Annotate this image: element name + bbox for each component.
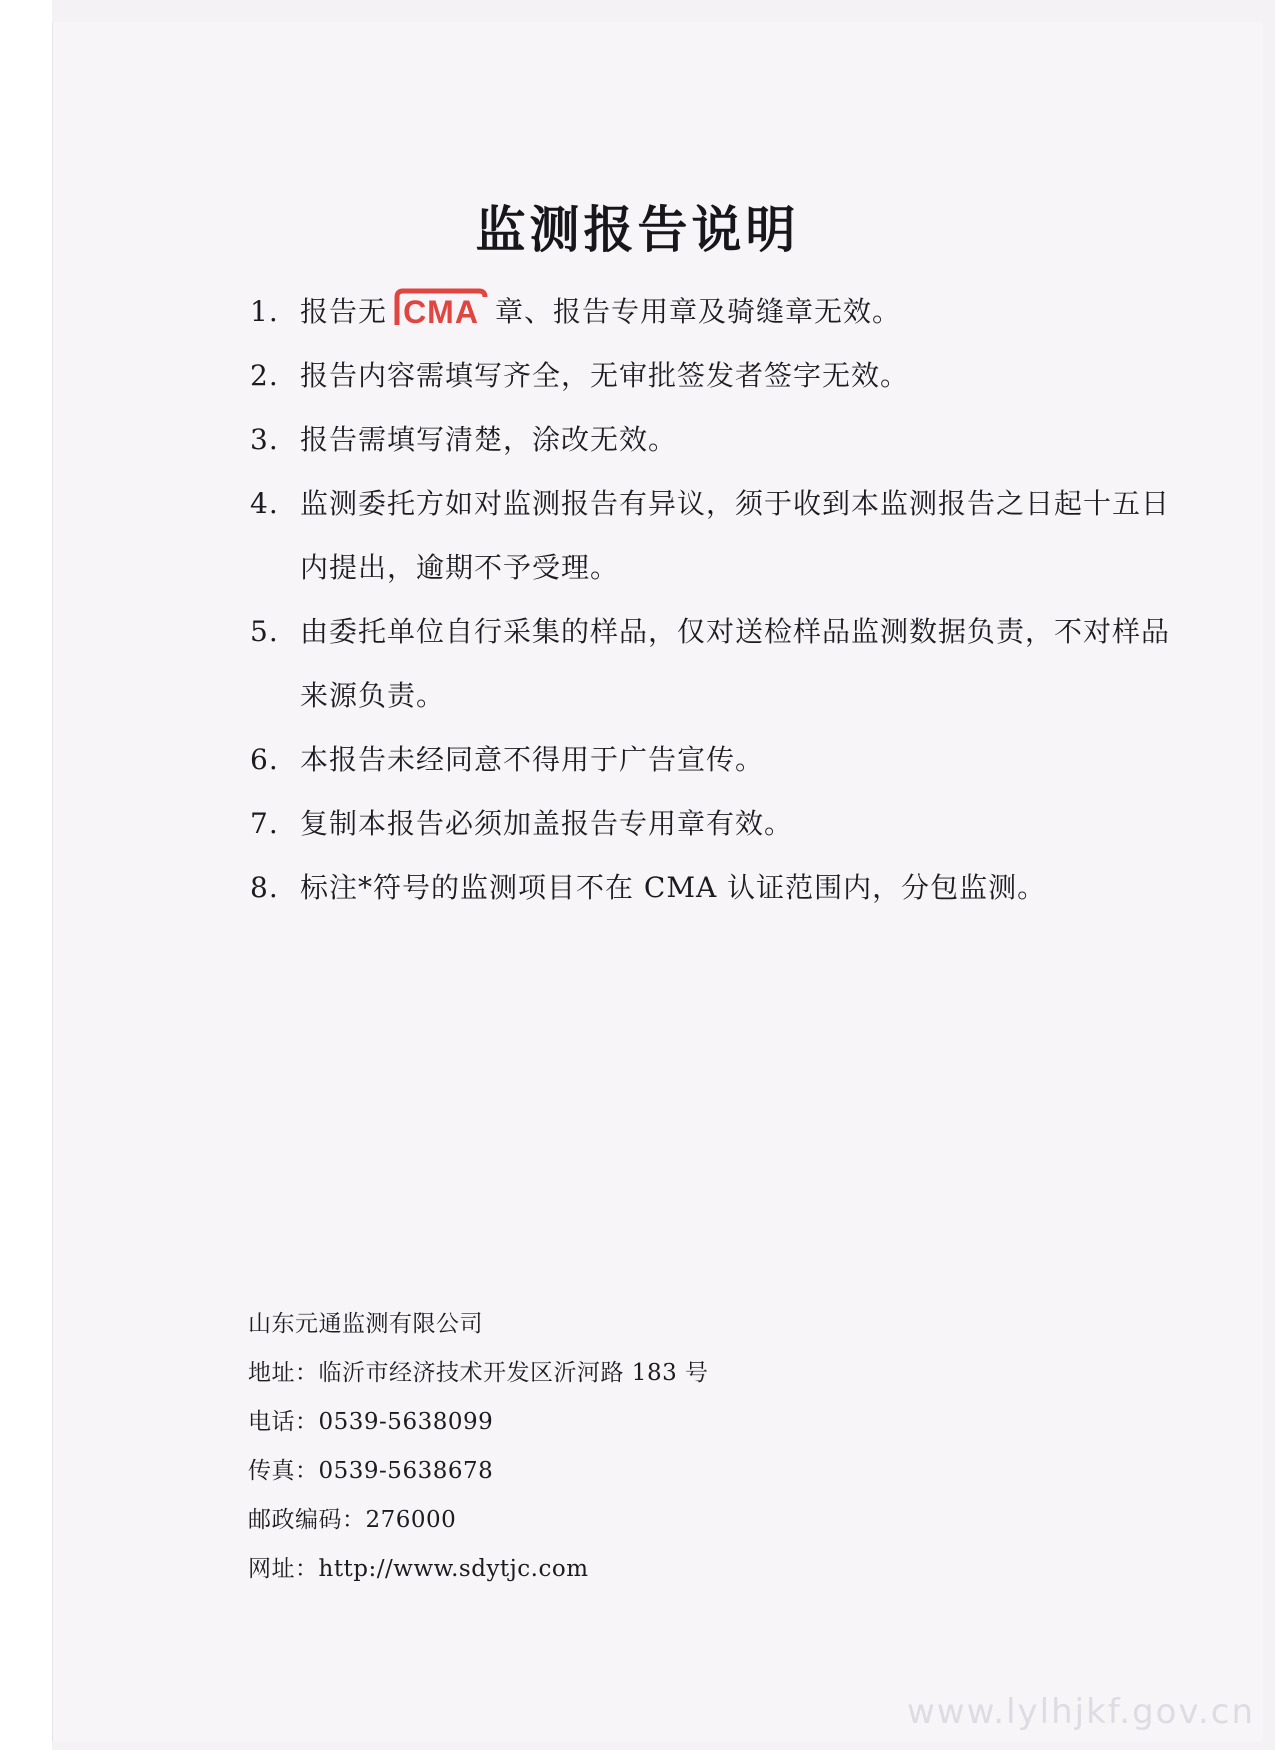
page-title: 监测报告说明 — [475, 201, 800, 259]
item-number: 5. — [250, 615, 279, 648]
item-text: 复制本报告必须加盖报告专用章有效。 — [300, 807, 794, 840]
item-text-after-stamp: 章、报告专用章及骑缝章无效。 — [495, 295, 902, 328]
list-item-5 — [250, 600, 1170, 728]
fax-value: 0539-5638678 — [318, 1458, 494, 1484]
item-number: 2. — [250, 359, 279, 392]
address-value: 临沂市经济技术开发区沂河路 183 号 — [318, 1360, 709, 1386]
item-text: 监测委托方如对监测报告有异议，须于收到本监测报告之日起十五日内提出，逾期不予受理。 — [300, 487, 1171, 584]
company-contact-block — [248, 1300, 709, 1594]
cma-stamp-logo — [391, 287, 491, 327]
website-link[interactable]: http://www.sdytjc.com — [318, 1556, 589, 1582]
item-text: 标注*符号的监测项目不在 CMA 认证范围内，分包监测。 — [300, 871, 1047, 904]
item-text-before-stamp: 报告无 — [300, 295, 388, 328]
website-label: 网址： — [248, 1556, 319, 1582]
company-name: 山东元通监测有限公司 — [248, 1311, 483, 1337]
list-item-1 — [250, 280, 1170, 344]
address-line — [248, 1349, 709, 1398]
list-item-3 — [250, 408, 1170, 472]
item-number: 1. — [250, 295, 279, 328]
list-item-4 — [250, 472, 1170, 600]
item-text: 报告内容需填写齐全，无审批签发者签字无效。 — [300, 359, 910, 392]
item-text: 报告需填写清楚，涂改无效。 — [300, 423, 678, 456]
list-item-8 — [250, 856, 1170, 920]
postcode-value: 276000 — [365, 1507, 457, 1533]
address-label: 地址： — [248, 1360, 319, 1386]
item-number: 6. — [250, 743, 279, 776]
phone-line — [248, 1398, 709, 1447]
fax-label: 传真： — [248, 1458, 319, 1484]
item-number: 3. — [250, 423, 279, 456]
phone-value: 0539-5638099 — [318, 1409, 494, 1435]
phone-label: 电话： — [248, 1409, 319, 1435]
stamp-text: CMA — [403, 294, 479, 327]
item-text: 本报告未经同意不得用于广告宣传。 — [300, 743, 765, 776]
item-text: 由委托单位自行采集的样品，仅对送检样品监测数据负责，不对样品来源负责。 — [300, 615, 1171, 712]
item-number: 8. — [250, 871, 279, 904]
site-watermark: www.lylhjkf.gov.cn — [906, 1692, 1255, 1732]
item-number: 4. — [250, 487, 279, 520]
postcode-line — [248, 1496, 709, 1545]
website-line — [248, 1545, 709, 1594]
list-item-6 — [250, 728, 1170, 792]
list-item-2 — [250, 344, 1170, 408]
postcode-label: 邮政编码： — [248, 1507, 366, 1533]
list-item-7 — [250, 792, 1170, 856]
notice-list — [250, 280, 1170, 920]
item-number: 7. — [250, 807, 279, 840]
fax-line — [248, 1447, 709, 1496]
scan-left-margin — [0, 0, 52, 1750]
